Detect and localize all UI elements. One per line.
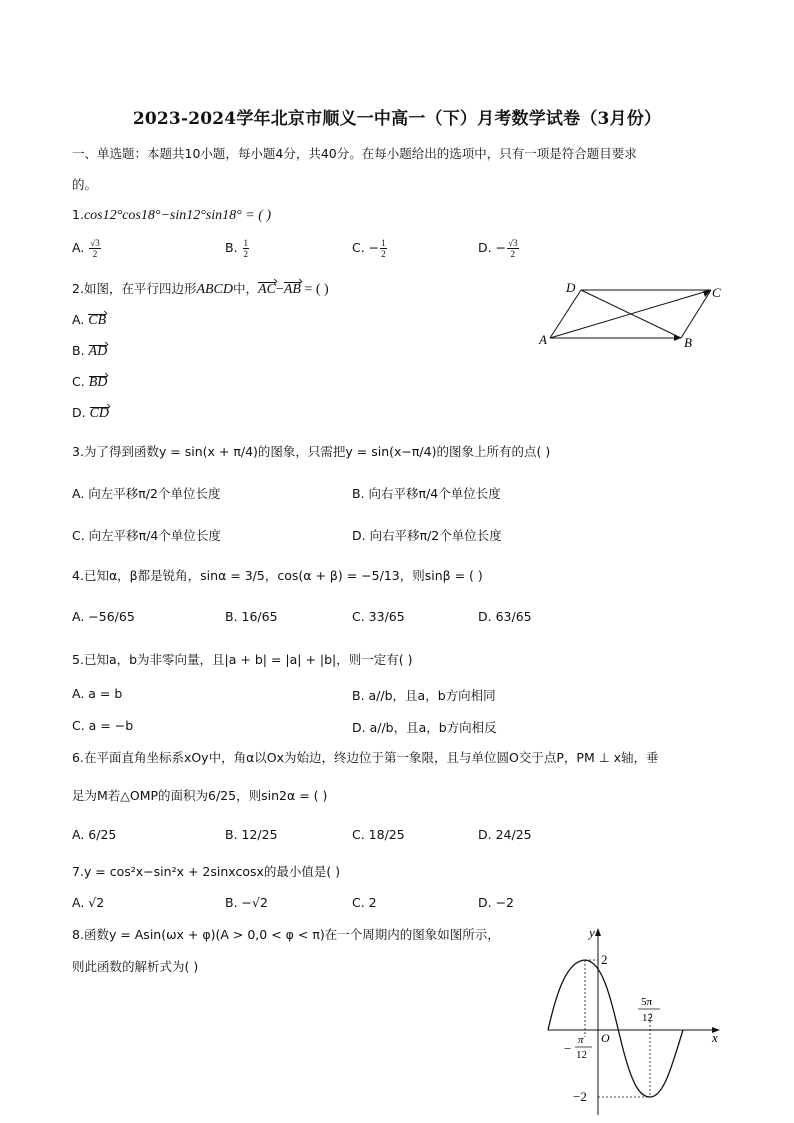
label-d: D: [566, 280, 576, 295]
section-header-line1: 一、单选题：本题共10小题，每小题4分，共40分。在每小题给出的选项中，只有一项是符合题目要求: [72, 146, 637, 161]
q1-option-d[interactable]: D. − $\frac{√3}{2}$: [478, 238, 518, 259]
question-7: 7.y = cos²x−sin²x + 2sinxcosx的最小值是( ): [72, 864, 341, 879]
q7-option-a[interactable]: A. √2: [72, 895, 105, 910]
diagonal-db: [581, 290, 681, 338]
q5-stem: 已知a，b为非零向量，且|a + b| = |a| + |b|，则一定有( ): [83, 652, 413, 667]
q2-option-d[interactable]: D. CD: [72, 405, 110, 421]
edge-ad: [550, 290, 581, 338]
q2-option-c[interactable]: C. BD: [72, 374, 108, 390]
question-1: [72, 206, 271, 225]
q2-vec-ab: AB: [283, 282, 301, 297]
q1-num: 1.: [72, 207, 84, 222]
q7-option-c[interactable]: C. 2: [352, 895, 377, 910]
q1-option-b-key: B.: [225, 240, 238, 255]
q2-option-a[interactable]: A. CB: [72, 312, 107, 328]
q5-option-a[interactable]: A. a = b: [72, 686, 123, 701]
q4-option-d[interactable]: D. 63/65: [478, 609, 532, 624]
section-header-line2: 的。: [72, 177, 98, 192]
q2-option-c-vec: BD: [88, 375, 108, 390]
q2-option-b-vec: AD: [88, 344, 108, 359]
q6-option-b[interactable]: B. 12/25: [225, 827, 278, 842]
question-8-line1: 8.函数y = Asin(ωx + φ)(A > 0,0 < φ < π)在一个周期内的图象如图所示，: [72, 927, 500, 942]
q4-option-b[interactable]: B. 16/65: [225, 609, 278, 624]
q1-option-b[interactable]: B. $\frac{1}{2}$: [225, 238, 249, 259]
y-axis-arrow-icon: [595, 928, 601, 936]
q1-option-c[interactable]: C. − $\frac{1}{2}$: [352, 238, 386, 259]
q8-stem-line1: 函数y = Asin(ωx + φ)(A > 0,0 < φ < π)在一个周期内的图象如图所示，: [83, 927, 500, 942]
q2-vec-ac: AC: [258, 282, 276, 297]
q2-option-d-vec: CD: [89, 406, 110, 421]
q1-option-c-key: C.: [352, 240, 365, 255]
q6-option-d[interactable]: D. 24/25: [478, 827, 532, 842]
q3-stem: 为了得到函数y = sin(x + π/4)的图象，只需把y = sin(x−π/4)的图象上所有的点( ): [83, 444, 551, 459]
question-4: 4.已知α，β都是锐角，sinα = 3/5，cos(α + β) = −5/13，则sinβ = ( ): [72, 568, 483, 583]
question-6-line2: 足为M若△OMP的面积为6/25，则sin2α = ( ): [72, 788, 328, 803]
label-c: C: [712, 285, 721, 300]
label-a: A: [539, 332, 547, 347]
q2-stem-a: 如图，在平行四边形: [83, 281, 197, 296]
q5-option-b[interactable]: B. a//b，且a，b方向相同: [352, 688, 496, 703]
q3-option-d[interactable]: D. 向右平移π/2个单位长度: [352, 528, 502, 543]
q2-stem-c: = ( ): [300, 282, 329, 297]
min-label: −2: [573, 1089, 587, 1104]
sine-curve: [548, 960, 683, 1097]
x-right-num: 5π: [641, 996, 653, 1008]
q5-option-d[interactable]: D. a//b，且a，b方向相反: [352, 720, 497, 735]
x-left-den: 12: [576, 1049, 587, 1061]
question-5: 5.已知a，b为非零向量，且|a + b| = |a| + |b|，则一定有( ): [72, 652, 413, 667]
page-title: 2023-2024学年北京市顺义一中高一（下）月考数学试卷（3月份）: [132, 109, 662, 129]
q1-option-a-key: A.: [72, 240, 85, 255]
x-left-sign: −: [564, 1041, 572, 1056]
origin-label: O: [601, 1031, 610, 1045]
q6-stem-line1: 在平面直角坐标系xOy中，角α以Ox为始边，终边位于第一象限，且与单位圆O交于点P，PM ⊥ x轴，垂: [83, 750, 659, 765]
q6-option-a[interactable]: A. 6/25: [72, 827, 117, 842]
x-left-num: π: [578, 1034, 584, 1046]
q7-option-d[interactable]: D. −2: [478, 895, 514, 910]
q4-stem: 已知α，β都是锐角，sinα = 3/5，cos(α + β) = −5/13，则sinβ = ( ): [83, 568, 483, 583]
x-right-den: 12: [642, 1012, 653, 1024]
q1-option-d-key: D.: [478, 240, 492, 255]
q5-option-c[interactable]: C. a = −b: [72, 718, 134, 733]
question-2: 2.如图，在平行四边形ABCD中，AC−AB = ( ): [72, 281, 329, 297]
label-b: B: [684, 335, 692, 350]
x-label: x: [712, 1030, 718, 1045]
q3-option-b[interactable]: B. 向右平移π/4个单位长度: [352, 486, 501, 501]
q2-num: 2.: [72, 281, 84, 296]
max-label: 2: [601, 952, 608, 967]
q2-stem-b: 中，: [233, 281, 259, 296]
q7-stem: y = cos²x−sin²x + 2sinxcosx的最小值是( ): [83, 864, 341, 879]
y-label: y: [589, 925, 595, 940]
q6-option-c[interactable]: C. 18/25: [352, 827, 405, 842]
q4-option-a[interactable]: A. −56/65: [72, 609, 135, 624]
q2-option-b[interactable]: B. AD: [72, 343, 108, 359]
q4-option-c[interactable]: C. 33/65: [352, 609, 405, 624]
q3-option-a[interactable]: A. 向左平移π/2个单位长度: [72, 486, 221, 501]
q7-option-b[interactable]: B. −√2: [225, 895, 268, 910]
q2-abcd: ABCD: [196, 282, 234, 297]
q2-option-a-vec: CB: [88, 313, 107, 328]
sine-graph-figure: [540, 925, 730, 1120]
question-8-line2: 则此函数的解析式为( ): [72, 959, 199, 974]
q1-option-a[interactable]: A. $\frac{√3}{2}$: [72, 238, 100, 259]
q1-stem: cos12°cos18°−sin12°sin18° = ( ): [83, 208, 272, 223]
question-3: 3.为了得到函数y = sin(x + π/4)的图象，只需把y = sin(x−π/4)的图象上所有的点( ): [72, 444, 551, 459]
parallelogram-figure: [535, 278, 735, 353]
q3-option-c[interactable]: C. 向左平移π/4个单位长度: [72, 528, 221, 543]
question-6-line1: 6.在平面直角坐标系xOy中，角α以Ox为始边，终边位于第一象限，且与单位圆O交于点P，PM ⊥ x轴，垂: [72, 750, 659, 765]
